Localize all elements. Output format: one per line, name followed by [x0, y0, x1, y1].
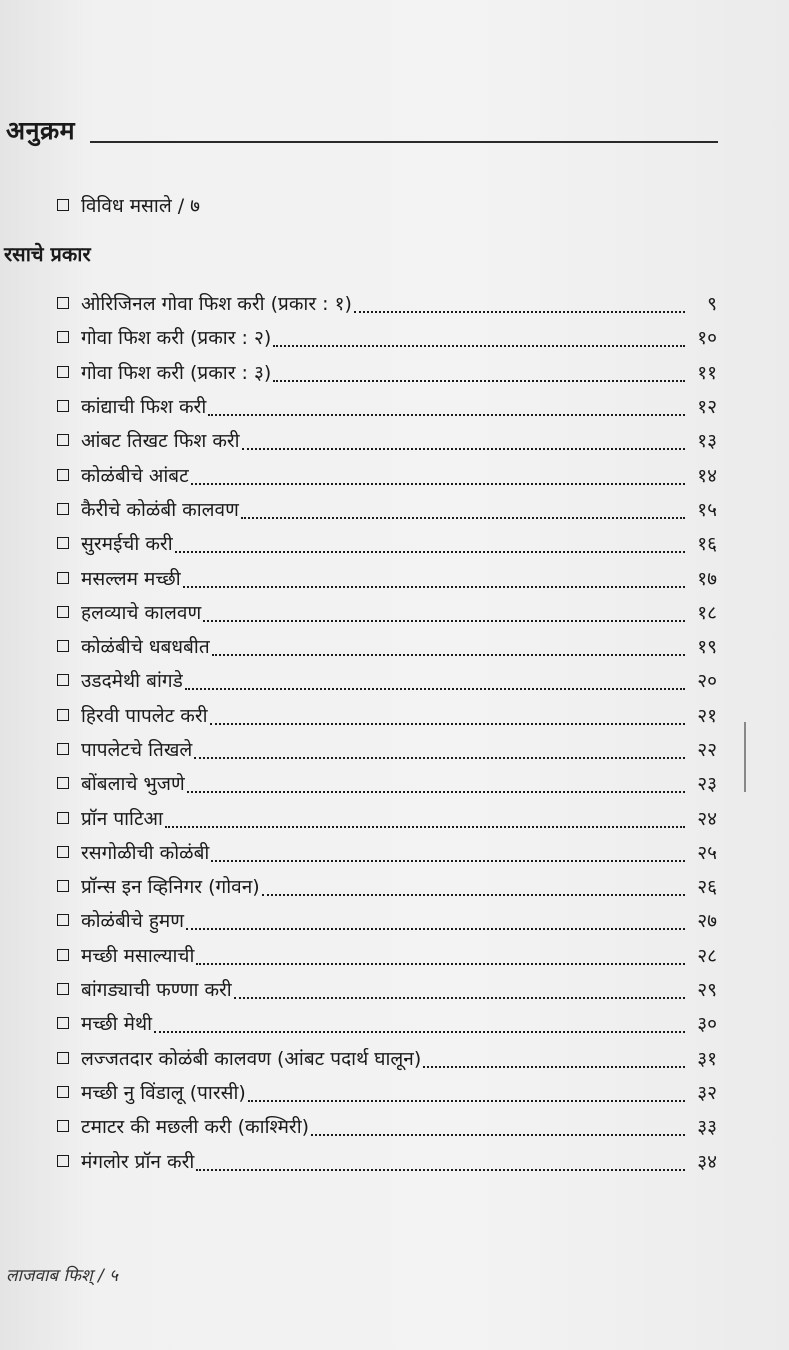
toc-entry	[57, 423, 717, 457]
entry-title: कोळंबीचे धबधबीत	[81, 636, 210, 659]
leader-dots	[196, 1147, 685, 1171]
contents-list	[57, 286, 717, 1178]
entry-title: कैरीचे कोळंबी कालवण	[81, 498, 239, 521]
entry-page-number: १६	[697, 533, 717, 556]
leader-dots	[234, 975, 685, 999]
leader-dots	[242, 426, 685, 450]
leader-dots	[208, 392, 685, 416]
entry-page-number: ९	[707, 293, 717, 316]
leader-dots	[185, 666, 685, 690]
leader-dots	[187, 769, 685, 793]
leader-dots	[194, 735, 685, 759]
leader-dots	[154, 1009, 685, 1033]
entry-page-number: २८	[697, 944, 717, 967]
toc-entry	[57, 903, 717, 937]
entry-title: पापलेटचे तिखले	[81, 739, 193, 761]
leader-dots	[210, 701, 685, 725]
entry-title: मच्छी मेथी	[81, 1013, 153, 1036]
entry-title: बोंबलाचे भुजणे	[81, 773, 185, 796]
page-title: अनुक्रम	[6, 116, 76, 145]
checkbox-icon	[57, 400, 69, 412]
entry-title: लज्जतदार कोळंबी कालवण (आंबट पदार्थ घालून)	[81, 1047, 422, 1070]
entry-page-number: १४	[697, 464, 717, 487]
entry-title: हलव्याचे कालवण	[81, 601, 202, 624]
toc-entry	[57, 389, 717, 423]
entry-page-number: २९	[697, 979, 717, 1002]
checkbox-icon	[57, 331, 69, 343]
leader-dots	[203, 598, 685, 622]
checkbox-icon	[57, 297, 69, 309]
leader-dots	[175, 529, 685, 553]
page-footer: लाजवाब फिश् / ५	[6, 1266, 118, 1286]
checkbox-icon	[57, 199, 69, 211]
toc-entry	[57, 972, 717, 1006]
entry-title: प्रॉन्स इन व्हिनिगर (गोवन)	[81, 876, 260, 899]
entry-title: उडदमेथी बांगडे	[81, 670, 183, 693]
leader-dots	[186, 906, 685, 930]
toc-entry	[57, 1143, 717, 1177]
checkbox-icon	[57, 743, 69, 755]
checkbox-icon	[57, 949, 69, 961]
checkbox-icon	[57, 366, 69, 378]
toc-entry	[57, 1075, 717, 1109]
title-rule	[90, 141, 718, 143]
checkbox-icon	[57, 846, 69, 858]
leader-dots	[273, 358, 685, 382]
entry-page-number: २०	[697, 670, 717, 693]
toc-entry	[57, 560, 717, 594]
margin-mark	[744, 722, 746, 792]
entry-title: आंबट तिखट फिश करी	[81, 430, 240, 453]
entry-page-number: ३०	[697, 1013, 717, 1036]
toc-entry	[57, 457, 717, 491]
checkbox-icon	[57, 914, 69, 926]
toc-entry	[57, 1006, 717, 1040]
entry-title: मच्छी नु विंडालू (पारसी)	[81, 1081, 246, 1104]
entry-page-number: ३३	[697, 1116, 717, 1139]
leader-dots	[196, 941, 685, 965]
entry-page-number: २२	[697, 739, 717, 761]
checkbox-icon	[57, 880, 69, 892]
toc-entry	[57, 869, 717, 903]
entry-page-number: २५	[697, 841, 717, 864]
toc-entry	[57, 732, 717, 766]
entry-title: मच्छी मसाल्याची	[81, 944, 195, 967]
toc-entry	[57, 492, 717, 526]
entry-title: कांद्याची फिश करी	[81, 396, 207, 419]
intro-label: विविध मसाले / ७	[81, 195, 201, 217]
checkbox-icon	[57, 1017, 69, 1029]
leader-dots	[191, 461, 685, 485]
entry-page-number: १२	[697, 396, 717, 419]
entry-page-number: २३	[697, 773, 717, 796]
entry-page-number: १०	[697, 327, 717, 350]
checkbox-icon	[57, 1155, 69, 1167]
toc-entry	[57, 835, 717, 869]
toc-entry	[57, 526, 717, 560]
leader-dots	[273, 323, 685, 347]
checkbox-icon	[57, 1052, 69, 1064]
entry-title: मंगलोर प्रॉन करी	[81, 1150, 195, 1173]
leader-dots	[248, 1078, 685, 1102]
entry-title: गोवा फिश करी (प्रकार : ३)	[81, 361, 272, 384]
leader-dots	[165, 804, 685, 828]
entry-title: मसल्लम मच्छी	[81, 567, 181, 590]
entry-page-number: ११	[697, 361, 717, 384]
checkbox-icon	[57, 503, 69, 515]
toc-entry	[57, 663, 717, 697]
entry-title: रसगोळीची कोळंबी	[81, 841, 210, 864]
entry-title: कोळंबीचे हुमण	[81, 910, 185, 933]
entry-page-number: २७	[697, 910, 717, 933]
entry-page-number: १९	[697, 636, 717, 659]
entry-page-number: १५	[697, 498, 717, 521]
checkbox-icon	[57, 434, 69, 446]
toc-entry	[57, 286, 717, 320]
checkbox-icon	[57, 572, 69, 584]
entry-page-number: १७	[697, 567, 717, 590]
bleed-through-text	[612, 238, 628, 257]
checkbox-icon	[57, 1086, 69, 1098]
leader-dots	[354, 289, 685, 313]
entry-page-number: २६	[697, 876, 717, 899]
toc-entry	[57, 320, 717, 354]
entry-page-number: १३	[697, 430, 717, 453]
toc-entry	[57, 1109, 717, 1143]
leader-dots	[211, 838, 685, 862]
leader-dots	[241, 495, 685, 519]
checkbox-icon	[57, 983, 69, 995]
leader-dots	[262, 872, 685, 896]
section-heading: रसाचे प्रकार	[4, 242, 91, 266]
entry-page-number: ३१	[697, 1047, 717, 1070]
toc-entry	[57, 1041, 717, 1075]
entry-title: ओरिजिनल गोवा फिश करी (प्रकार : १)	[81, 293, 352, 316]
leader-dots	[183, 564, 685, 588]
entry-title: प्रॉन पाटिआ	[81, 807, 163, 830]
entry-page-number: ३४	[697, 1150, 717, 1173]
toc-entry	[57, 355, 717, 389]
checkbox-icon	[57, 812, 69, 824]
checkbox-icon	[57, 1120, 69, 1132]
toc-entry	[57, 595, 717, 629]
checkbox-icon	[57, 469, 69, 481]
toc-entry	[57, 698, 717, 732]
checkbox-icon	[57, 709, 69, 721]
entry-page-number: २४	[697, 807, 717, 830]
entry-page-number: २१	[697, 704, 717, 727]
entry-title: बांगड्याची फण्णा करी	[81, 979, 232, 1002]
entry-title: गोवा फिश करी (प्रकार : २)	[81, 327, 272, 350]
intro-entry	[57, 192, 200, 218]
entry-title: टमाटर की मछली करी (काश्मिरी)	[81, 1116, 310, 1139]
entry-title: सुरमईची करी	[81, 533, 173, 556]
toc-entry	[57, 938, 717, 972]
entry-title: कोळंबीचे आंबट	[81, 464, 189, 487]
entry-page-number: १८	[697, 601, 717, 624]
checkbox-icon	[57, 674, 69, 686]
entry-page-number: ३२	[697, 1081, 717, 1104]
toc-entry	[57, 766, 717, 800]
checkbox-icon	[57, 777, 69, 789]
checkbox-icon	[57, 606, 69, 618]
toc-entry	[57, 629, 717, 663]
checkbox-icon	[57, 640, 69, 652]
leader-dots	[212, 632, 685, 656]
leader-dots	[423, 1044, 685, 1068]
leader-dots	[311, 1112, 685, 1136]
toc-entry	[57, 800, 717, 834]
entry-title: हिरवी पापलेट करी	[81, 704, 208, 727]
checkbox-icon	[57, 537, 69, 549]
